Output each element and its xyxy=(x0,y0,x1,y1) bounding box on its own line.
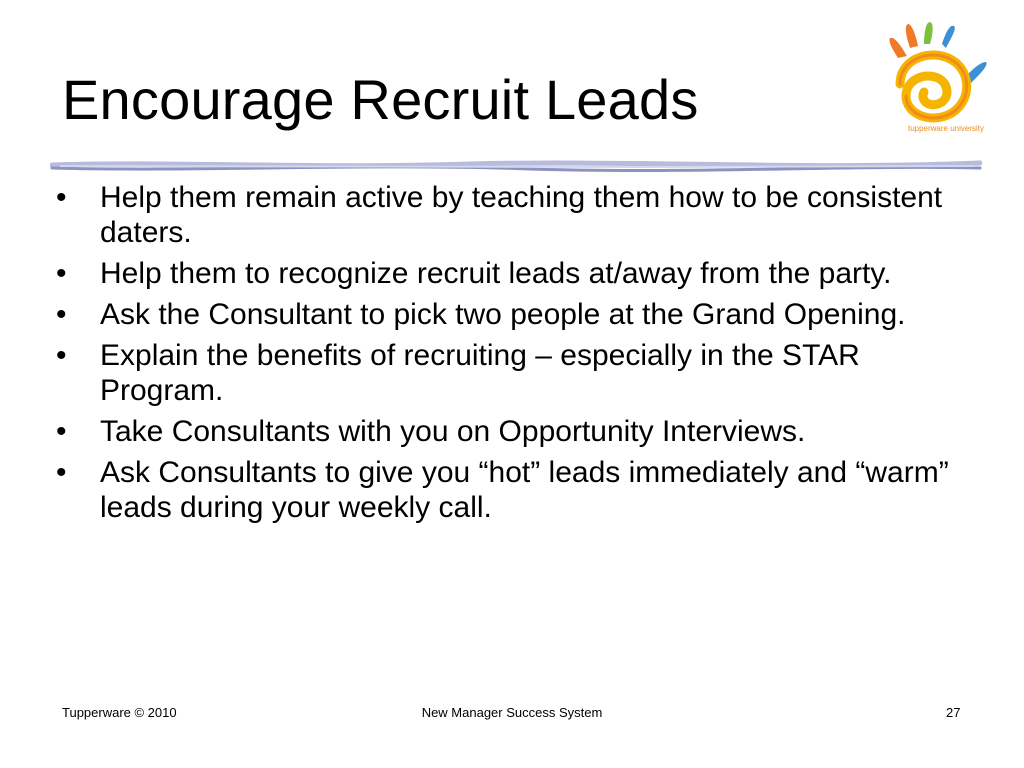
bullet-marker: • xyxy=(56,339,67,372)
slide-number: 27 xyxy=(946,705,961,720)
bullet-marker: • xyxy=(56,298,67,331)
title-divider xyxy=(50,157,982,177)
bullet-item xyxy=(56,414,968,449)
footer-copyright: Tupperware © 2010 xyxy=(62,705,177,720)
bullet-text: Help them to recognize recruit leads at/away from the party. xyxy=(100,257,892,290)
bullet-marker: • xyxy=(56,181,67,214)
bullet-item xyxy=(56,180,968,250)
bullet-item xyxy=(56,297,968,332)
bullet-marker: • xyxy=(56,456,67,489)
bullet-text: Take Consultants with you on Opportunity Interviews. xyxy=(100,415,806,448)
bullet-list xyxy=(56,180,968,531)
bullet-marker: • xyxy=(56,415,67,448)
bullet-text: Help them remain active by teaching them how to be consistent daters. xyxy=(100,181,943,249)
bullet-text: Ask Consultants to give you “hot” leads immediately and “warm” leads during your weekly call. xyxy=(100,456,949,524)
bullet-marker: • xyxy=(56,257,67,290)
logo-caption: tupperware university xyxy=(907,124,985,133)
bullet-item xyxy=(56,338,968,408)
bullet-item xyxy=(56,455,968,525)
footer-title: New Manager Success System xyxy=(421,705,603,720)
slide-title: Encourage Recruit Leads xyxy=(62,68,699,131)
bullet-text: Ask the Consultant to pick two people at the Grand Opening. xyxy=(100,298,906,331)
bullet-text: Explain the benefits of recruiting – especially in the STAR Program. xyxy=(100,339,860,407)
bullet-item xyxy=(56,256,968,291)
